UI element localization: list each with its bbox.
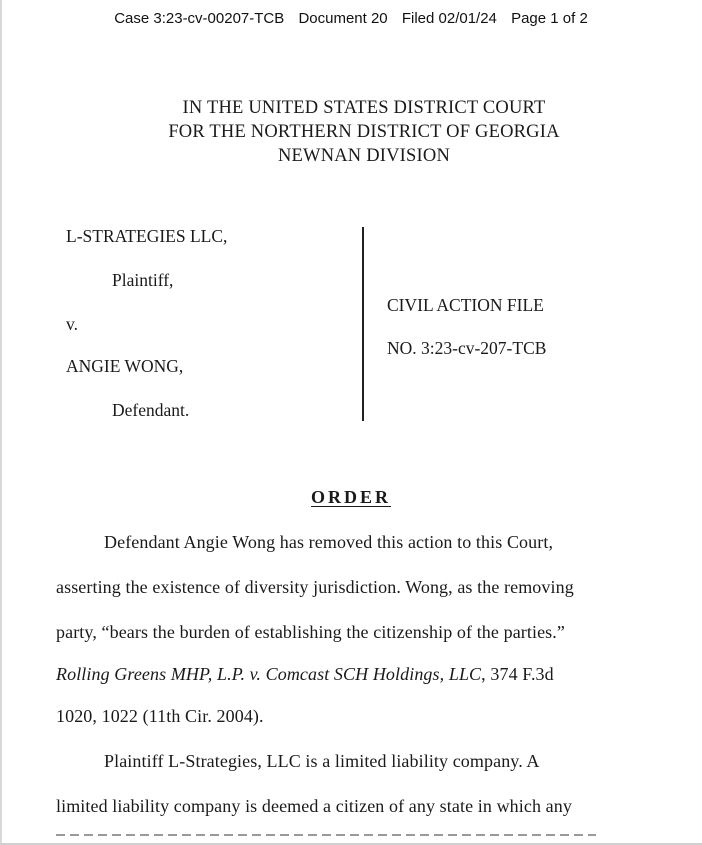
defendant-name: ANGIE WONG, (66, 356, 184, 376)
cut-off-text-line (56, 829, 596, 837)
court-heading (0, 96, 702, 168)
versus-label: v. (66, 314, 78, 334)
body-line: asserting the existence of diversity jurisdiction. Wong, as the removing (56, 577, 574, 597)
case-number: Case 3:23-cv-00207-TCB (114, 10, 285, 27)
body-line: party, “bears the burden of establishing the citizenship of the parties.” (56, 622, 565, 642)
filed-date: Filed 02/01/24 (401, 10, 497, 27)
court-line-3: NEWNAN DIVISION (277, 146, 451, 166)
citation-reporter: , 374 F.3d (481, 664, 554, 684)
court-line-2: FOR THE NORTHERN DISTRICT OF GEORGIA (168, 122, 560, 142)
citation-line (56, 664, 554, 685)
body-line: limited liability company is deemed a citizen of any state in which any (56, 796, 572, 816)
body-line: Plaintiff L-Strategies, LLC is a limited liability company. A (104, 751, 540, 771)
civil-action-label: CIVIL ACTION FILE (387, 295, 544, 315)
caption-divider (362, 227, 364, 421)
body-line: Defendant Angie Wong has removed this action to this Court, (104, 532, 554, 552)
civil-action-number: NO. 3:23-cv-207-TCB (387, 338, 547, 358)
court-line-1: IN THE UNITED STATES DISTRICT COURT (182, 98, 546, 118)
ecf-header (0, 10, 702, 27)
page-indicator: Page 1 of 2 (511, 10, 588, 27)
document-number: Document 20 (298, 10, 388, 27)
defendant-role: Defendant. (112, 400, 190, 420)
body-line: 1020, 1022 (11th Cir. 2004). (56, 706, 264, 726)
plaintiff-role: Plaintiff, (112, 270, 174, 290)
plaintiff-name: L-STRATEGIES LLC, (66, 226, 228, 246)
order-title: ORDER (310, 487, 391, 507)
case-citation: Rolling Greens MHP, L.P. v. Comcast SCH Holdings, LLC (56, 664, 482, 684)
